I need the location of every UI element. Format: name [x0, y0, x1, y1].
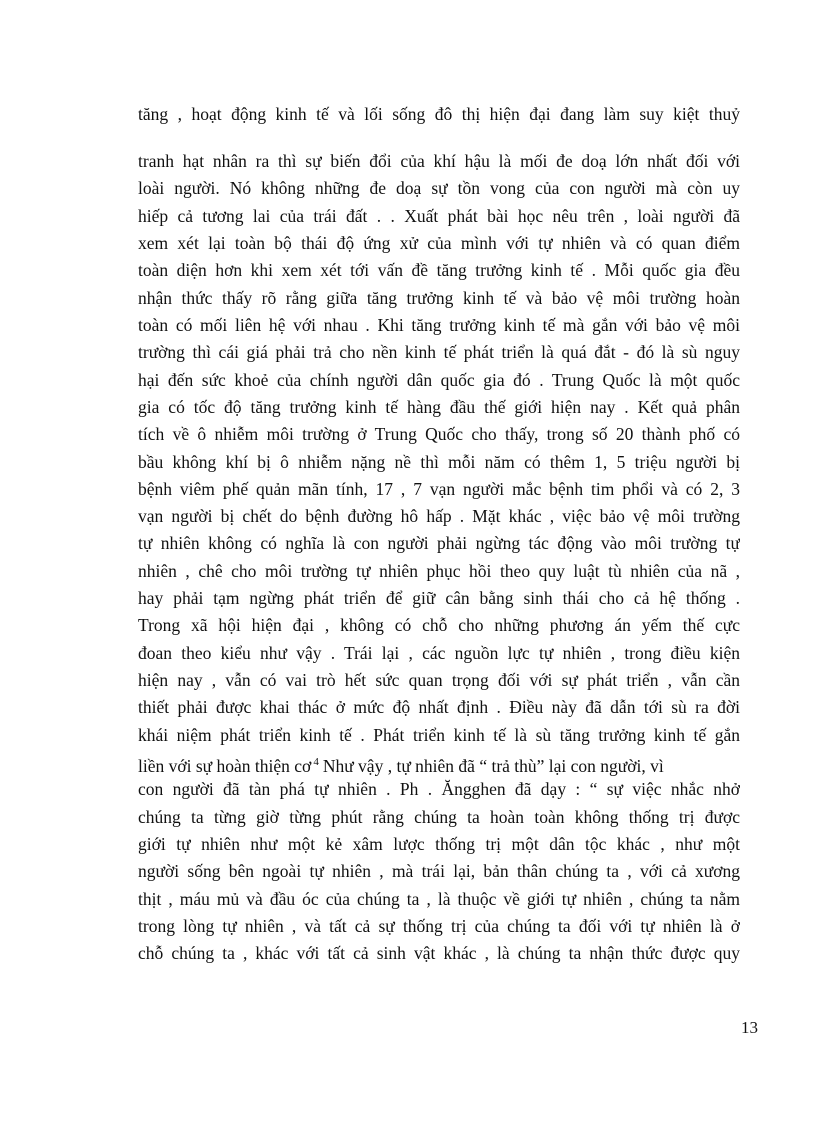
text-line-25: con người đã tàn phá tự nhiên . Ph . Ăngghen đã dạy : “ sự việc nhắc nhở [138, 779, 740, 799]
text-line-21: hiện nay , vẫn có vai trò hết sức quan trọng đối với sự phát triển , vẫn cần [138, 670, 740, 690]
text-line-24-start: liền với sự hoàn thiện cơ [138, 756, 312, 776]
page-number: 13 [741, 1018, 758, 1037]
text-line-15: vạn người bị chết do bệnh đường hô hấp . Mặt khác , việc bảo vệ môi trường [138, 506, 740, 526]
text-line-13: bầu không khí bị ô nhiễm nặng nề thì mỗi năm có thêm 1, 5 triệu người bị [138, 452, 740, 472]
text-line-23: khái niệm phát triển kinh tế . Phát triển kinh tế là sù tăng trưởng kinh tế gắn [138, 725, 740, 745]
text-line-12: tích về ô nhiễm môi trường ở Trung Quốc cho thấy, trong số 20 thành phố có [138, 424, 740, 444]
text-line-30: trong lòng tự nhiên , và tất cả sự thống trị của chúng ta đối với tự nhiên là ở [138, 916, 740, 936]
text-line-31: chỗ chúng ta , khác với tất cả sinh vật khác , là chúng ta nhận thức được quy [138, 943, 740, 963]
text-line-20: đoan theo kiểu như vậy . Trái lại , các nguồn lực tự nhiên , trong điều kiện [138, 643, 740, 663]
text-line-29: thịt , máu mủ và đầu óc của chúng ta , là thuộc về giới tự nhiên , chúng ta nằm [138, 889, 740, 909]
text-line-3: loài người. Nó không những đe doạ sự tồn vong của con người mà còn uy [138, 178, 740, 198]
text-line-1: tăng , hoạt động kinh tế và lối sống đô thị hiện đại đang làm suy kiệt thuỷ [138, 104, 740, 124]
text-line-24 [138, 750, 740, 778]
text-line-11: gia có tốc độ tăng trưởng kinh tế hàng đầu thế giới hiện nay . Kết quả phân [138, 397, 740, 417]
text-line-7: nhận thức thấy rõ rằng giữa tăng trưởng kinh tế và bảo vệ môi trường hoàn [138, 288, 740, 308]
text-line-17: nhiên , chê cho môi trường tự nhiên phục hồi theo quy luật tù nhiên của nã , [138, 561, 740, 581]
text-line-22: thiết phải được khai thác ở mức độ nhất định . Điều này đã dẫn tới sù ra đời [138, 697, 740, 717]
text-line-6: toàn diện hơn khi xem xét tới vấn đề tăng trưởng kinh tế . Mỗi quốc gia đều [138, 260, 740, 280]
text-line-10: hại đến sức khoẻ của chính người dân quốc gia đó . Trung Quốc là một quốc [138, 370, 740, 390]
text-line-24-end: Như vậy , tự nhiên đã “ trả thù” lại con người, vì [322, 756, 664, 776]
text-line-27: giới tự nhiên như một kẻ xâm lược thống trị một dân tộc khác , như một [138, 834, 740, 854]
text-line-5: xem xét lại toàn bộ thái độ ứng xử của mình với tự nhiên và có quan điểm [138, 233, 740, 253]
text-line-2: tranh hạt nhân ra thì sự biến đổi của khí hậu là mối đe doạ lớn nhất đối với [138, 151, 740, 171]
text-line-14: bệnh viêm phế quản mãn tính, 17 , 7 vạn người mắc bệnh tim phổi và có 2, 3 [138, 479, 740, 499]
text-line-9: trường thì cái giá phải trả cho nền kinh tế phát triển là quá đắt - đó là sù nguy [138, 342, 740, 362]
text-line-19: Trong xã hội hiện đại , không có chỗ cho những phương án yếm thế cực [138, 615, 740, 635]
footnote-reference: 4 [313, 756, 319, 768]
text-line-8: toàn có mối liên hệ với nhau . Khi tăng trưởng kinh tế mà gắn với bảo vệ môi [138, 315, 740, 335]
text-line-4: hiếp cả tương lai của trái đất . . Xuất phát bài học nêu trên , loài người đã [138, 206, 740, 226]
text-line-18: hay phải tạm ngừng phát triển để giữ cân bằng sinh thái cho cả hệ thống . [138, 588, 740, 608]
text-line-16: tự nhiên không có nghĩa là con người phải ngừng tác động vào môi trường tự [138, 533, 740, 553]
text-line-28: người sống bên ngoài tự nhiên , mà trái lại, bản thân chúng ta , với cả xương [138, 861, 740, 881]
text-line-26: chúng ta từng giờ từng phút rằng chúng ta hoàn toàn không thống trị được [138, 807, 740, 827]
